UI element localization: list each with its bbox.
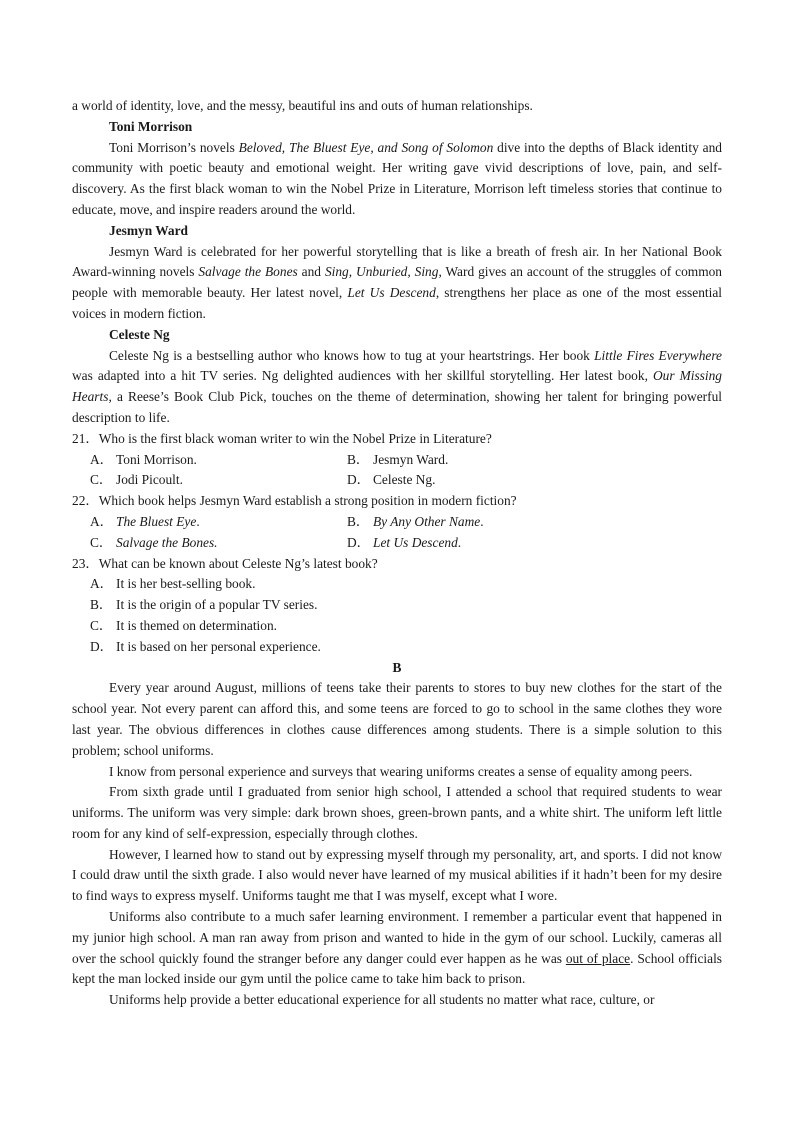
text-run: Celeste Ng is a bestselling author who knows how to tug at your heartstrings. Her book [109,347,595,363]
option-21-b[interactable] [347,450,448,471]
book-title: Little Fires Everywhere [594,347,722,363]
option-suffix: . [480,513,484,529]
option-label: D． [90,638,114,654]
option-label: B． [90,597,113,613]
passage-b-paragraph-1: Every year around August, millions of teens take their parents to stores to buy new clothes for the start of the school year. Not every parent can afford this, and some teens are forced to go to school in the same clothes they wore last year. The obvious differences in clothes cause differences among students. There is a simple solution to this problem; school uniforms. [72,680,722,758]
option-21-a[interactable] [72,450,347,471]
underlined-phrase: out of place [565,950,631,966]
option-21-d[interactable] [347,470,435,491]
text-run: Jesmyn Ward is celebrated for her powerful storytelling that is like a breath of fresh air. In her National Book Award-winning novels [72,243,722,280]
option-label: A． [90,576,114,592]
question-stem: Which book helps Jesmyn Ward establish a strong position in modern fiction? [98,493,517,509]
text-run: Toni Morrison’s novels [109,139,239,155]
author-paragraph-morrison [72,138,722,221]
text-run: and [297,264,325,280]
option-21-c[interactable] [72,470,347,491]
option-label: B． [347,451,370,467]
book-title: Let Us Descend [347,285,436,301]
option-text: By Any Other Name [373,513,481,529]
option-text: Jodi Picoult. [116,472,183,488]
option-text: Celeste Ng. [373,472,436,488]
option-label: A． [90,513,114,529]
option-22-a[interactable] [72,512,347,533]
book-title: Sing, Unburied, Sing [324,264,439,280]
option-22-b[interactable] [347,512,484,533]
passage-b-paragraph-3: From sixth grade until I graduated from senior high school, I attended a school that required students to wear uniforms. The uniform was very simple: dark brown shoes, green-brown pants, and a white shirt. The uniform left little room for any kind of self-expression, especially through clothes. [72,784,722,841]
option-suffix: . [196,513,200,529]
option-label: C． [90,617,113,633]
book-title: Salvage the Bones [198,264,298,280]
text-run: dive into the depths of Black identity and community with poetic beauty and emotional weight. Her writing gave vivid descriptions of love, pain, and self-discovery. As the first black woman to win the Nobel Prize in Literature, Morrison left timeless stories that continue to educate, move, and inspire readers around the world. [72,139,722,217]
option-text: Jesmyn Ward. [373,451,449,467]
option-text: The Bluest Eye [116,513,197,529]
question-number: 23． [72,555,99,571]
option-23-a[interactable] [72,574,722,595]
book-titles: Beloved, The Bluest Eye, and Song of Solomon [238,139,494,155]
options-row [72,512,722,533]
author-heading-ward: Jesmyn Ward [109,222,188,238]
author-heading-ng: Celeste Ng [109,326,170,342]
text-run: . School officials kept the man locked inside our gym until the police came to take him back to prison. [72,950,723,987]
author-paragraph-ng [72,346,722,429]
options-row [72,470,722,491]
book-title: Our Missing Hearts [72,368,722,405]
option-label: D． [347,472,371,488]
question-number: 21． [72,430,99,446]
section-heading-b: B [392,659,402,675]
option-label: C． [90,534,113,550]
option-label: C． [90,472,113,488]
option-22-c[interactable] [72,533,347,554]
option-text: It is themed on determination. [116,617,278,633]
option-label: B． [347,513,370,529]
question-21 [72,429,722,450]
passage-b-paragraph-6: Uniforms help provide a better educational experience for all students no matter what race, culture, or [109,992,655,1008]
option-22-d[interactable] [347,533,461,554]
options-row [72,450,722,471]
intro-tail: a world of identity, love, and the messy, beautiful ins and outs of human relationships. [72,98,533,113]
document-page [72,96,722,1011]
text-run: was adapted into a hit TV series. Ng delighted audiences with her skillful storytelling. Her latest book, [72,368,653,384]
text-run: , a Reese’s Book Club Pick, touches on the theme of determination, showing her talent for bringing powerful description to life. [72,389,722,425]
option-suffix: . [457,534,462,550]
option-label: D． [347,534,371,550]
question-stem: What can be known about Celeste Ng’s latest book? [98,555,378,571]
option-text: It is the origin of a popular TV series. [116,597,318,613]
text-run: , Ward gives an account of the struggles of common people with memorable beauty. Her latest novel, [72,264,723,301]
question-23 [72,554,722,575]
option-text: It is her best-selling book. [116,576,256,592]
options-row [72,533,722,554]
text-run: Uniforms also contribute to a much safer learning environment. I remember a particular event that happened in my junior high school. A man ran away from prison and wanted to hide in the gym of our school. Luckily, cameras all over the school quickly found the stranger before any danger could ever happen as he was [72,909,722,966]
question-number: 22． [72,493,99,509]
question-stem: Who is the first black woman writer to win the Nobel Prize in Literature? [98,430,492,446]
option-label: A． [90,451,114,467]
option-text: Let Us Descend [373,534,458,550]
option-text: Toni Morrison. [116,451,197,467]
option-23-b[interactable] [72,595,722,616]
author-paragraph-ward [72,242,722,325]
passage-b-paragraph-2: I know from personal experience and surveys that wearing uniforms creates a sense of equality among peers. [109,763,693,779]
question-22 [72,491,722,512]
text-run: , strengthens her place as one of the most essential voices in modern fiction. [72,285,723,321]
option-23-d[interactable] [72,637,722,658]
option-text: Salvage the Bones. [116,534,218,550]
option-text: It is based on her personal experience. [116,638,321,654]
option-23-c[interactable] [72,616,722,637]
passage-b-paragraph-5 [72,907,722,990]
passage-b-paragraph-4: However, I learned how to stand out by expressing myself through my personality, art, and sports. I did not know I could draw until the sixth grade. I also would never have learned of my musical abilities if it hadn’t been for my desire to find ways to express myself. Uniforms taught me that I was myself, except what I wore. [72,846,722,904]
author-heading-morrison: Toni Morrison [109,118,193,134]
